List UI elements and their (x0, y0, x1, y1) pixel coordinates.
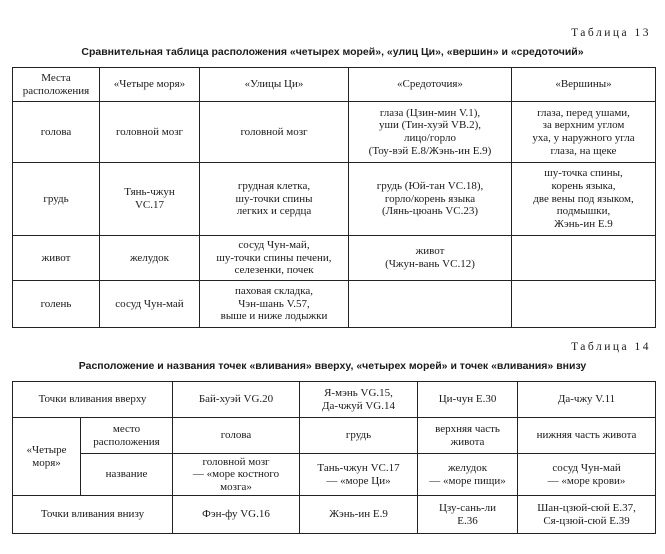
table-cell (100, 236, 200, 281)
table-row (13, 281, 656, 328)
name-label (81, 454, 173, 496)
cell-line: грудь (Юй-тан VC.18), (376, 180, 484, 193)
cell-line: «Вершины» (555, 78, 612, 91)
cell-line: сосуд Чун-май, (238, 239, 310, 252)
table-row (13, 382, 656, 418)
cell-line: Тань-чжун VC.17 (317, 461, 400, 474)
cell-line: Жэнь-ин Е.9 (329, 508, 388, 521)
cell-line: Жэнь-ин Е.9 (554, 217, 613, 230)
cell-line: голень (40, 297, 72, 310)
table-cell (349, 236, 512, 281)
table-cell (200, 281, 349, 328)
cell-line: «Четыре (26, 443, 67, 456)
cell-line: (Тоу-вэй Е.8/Жэнь-ин Е.9) (368, 144, 492, 157)
cell-line: место (112, 422, 141, 435)
cell-line: мозга» (220, 480, 252, 493)
cell-line: — «море пищи» (429, 474, 506, 487)
header-cell (512, 68, 656, 102)
cell-line: выше и ниже лодыжки (220, 310, 328, 323)
cell-line: «Средоточия» (397, 78, 463, 91)
cell-line: — «море костного (192, 468, 280, 481)
cell-line: глаза, перед ушами, (537, 106, 630, 119)
table-cell (173, 454, 300, 496)
cell-line: верхняя часть (435, 422, 500, 435)
cell-line: головной мозг (202, 455, 270, 468)
cell-line: грудь (43, 192, 69, 205)
cell-line: желудок (447, 461, 488, 474)
table-cell (518, 418, 656, 454)
cell-line: глаза, на щеке (550, 144, 617, 157)
cell-line: Да-чжуй VG.14 (322, 399, 395, 412)
cell-line: Ся-цзюй-сюй Е.39 (543, 514, 630, 527)
table-cell (512, 281, 656, 328)
cell-line: Я-мэнь VG.15, (324, 386, 393, 399)
table-cell (173, 496, 300, 534)
table-row (13, 418, 656, 454)
table-cell (349, 163, 512, 236)
cell-line: подмышки, (556, 205, 611, 218)
cell-line: сосуд Чун-май (552, 461, 621, 474)
cell-line: шу-точки спины печени, (216, 251, 332, 264)
table-14-title: Расположение и названия точек «вливания» вверху, «четырех морей» и точек «вливания» внизу (78, 360, 587, 372)
table-cell (518, 382, 656, 418)
cell-line: VC.17 (134, 199, 165, 211)
cell-line: Места (41, 71, 71, 84)
cell-line: горло/корень языка (384, 192, 476, 205)
cell-line: моря» (32, 456, 61, 469)
table-cell (300, 454, 418, 496)
cell-line: — «море крови» (547, 474, 626, 487)
cell-line: лицо/горло (404, 132, 456, 144)
table-cell (518, 496, 656, 534)
table-cell (349, 102, 512, 163)
cell-line: Тянь-чжун (124, 186, 175, 199)
table-row (13, 102, 656, 163)
cell-line: Ци-чун Е.30 (438, 393, 497, 406)
table-cell (512, 236, 656, 281)
cell-line: головной мозг (115, 125, 184, 138)
cell-line: сосуд Чун-май (115, 297, 184, 310)
table-cell (418, 454, 518, 496)
table-cell (100, 163, 200, 236)
cell-line: — «море Ци» (326, 474, 391, 487)
cell-line: уха, у наружного угла (532, 132, 635, 144)
header-cell (349, 68, 512, 102)
table-cell (349, 281, 512, 328)
cell-line: (Чжун-вань VC.12) (385, 258, 475, 270)
table-cell (300, 496, 418, 534)
table-cell (300, 418, 418, 454)
cell-line: расположения (22, 84, 90, 97)
table-row (13, 496, 656, 534)
table-cell (200, 163, 349, 236)
cell-line: (Лянь-цюань VC.23) (381, 205, 479, 218)
table-cell (418, 418, 518, 454)
table-14-label: Таблица 14 (571, 341, 651, 353)
cell-line: две вены под языком, (533, 192, 634, 205)
cell-line: уши (Тин-хуэй VB.2), (378, 119, 482, 132)
table-cell (13, 163, 100, 236)
table-row (13, 454, 656, 496)
points-table (12, 381, 656, 534)
table-13-label: Таблица 13 (571, 27, 651, 39)
table-cell (518, 454, 656, 496)
cell-line: за верхним углом (542, 119, 625, 132)
header-cell (13, 68, 100, 102)
cell-line: головной мозг (240, 125, 308, 138)
table-cell (173, 382, 300, 418)
upper-points-label: Точки вливания вверху (13, 382, 173, 418)
cell-line: расположения (93, 435, 160, 448)
cell-line: шу-точка спины, (544, 167, 623, 180)
location-label (81, 418, 173, 454)
cell-line: живот (41, 251, 71, 264)
cell-line: живота (450, 435, 485, 448)
table-cell (200, 102, 349, 163)
cell-line: «Улицы Ци» (244, 78, 304, 91)
cell-line: легких и сердца (236, 205, 312, 218)
cell-line: желудок (129, 251, 170, 264)
cell-line: «Четыре моря» (113, 78, 186, 91)
cell-line: название (105, 468, 148, 481)
header-cell (100, 68, 200, 102)
table-cell (13, 281, 100, 328)
cell-line: голова (220, 429, 252, 442)
cell-line: селезенки, почек (234, 264, 314, 277)
table-cell (13, 102, 100, 163)
cell-line: Цзу-сань-ли (438, 501, 497, 514)
cell-line: Шан-цзюй-сюй Е.37, (537, 501, 636, 514)
table-cell (13, 236, 100, 281)
cell-line: Бай-хуэй VG.20 (198, 393, 274, 406)
four-seas-label (13, 418, 81, 496)
cell-line: Чэн-шань V.57, (238, 297, 310, 310)
table-row (13, 163, 656, 236)
table-cell (300, 382, 418, 418)
cell-line: Да-чжу V.11 (557, 393, 616, 406)
table-cell (512, 163, 656, 236)
cell-line: голова (40, 125, 72, 138)
table-cell (418, 496, 518, 534)
table-cell (418, 382, 518, 418)
cell-line: Е.36 (457, 514, 478, 527)
table-cell (512, 102, 656, 163)
lower-points-label: Точки вливания внизу (13, 496, 173, 534)
header-cell (200, 68, 349, 102)
comparison-table (12, 67, 656, 328)
table-cell (100, 281, 200, 328)
cell-line: паховая складка, (234, 285, 314, 298)
table-row (13, 236, 656, 281)
table-cell (100, 102, 200, 163)
cell-line: живот (415, 245, 445, 258)
cell-line: нижняя часть живота (536, 429, 637, 442)
cell-line: корень языка, (551, 180, 616, 193)
cell-line: шу-точки спины (235, 192, 313, 205)
table-cell (200, 236, 349, 281)
table-13-title: Сравнительная таблица расположения «четырех морей», «улиц Ци», «вершин» и «средоточий» (81, 46, 584, 58)
cell-line: глаза (Цзин-мин V.1), (379, 106, 481, 119)
table-cell (173, 418, 300, 454)
cell-line: Фэн-фу VG.16 (202, 508, 270, 521)
cell-line: грудь (345, 429, 372, 442)
cell-line: грудная клетка, (237, 180, 311, 193)
